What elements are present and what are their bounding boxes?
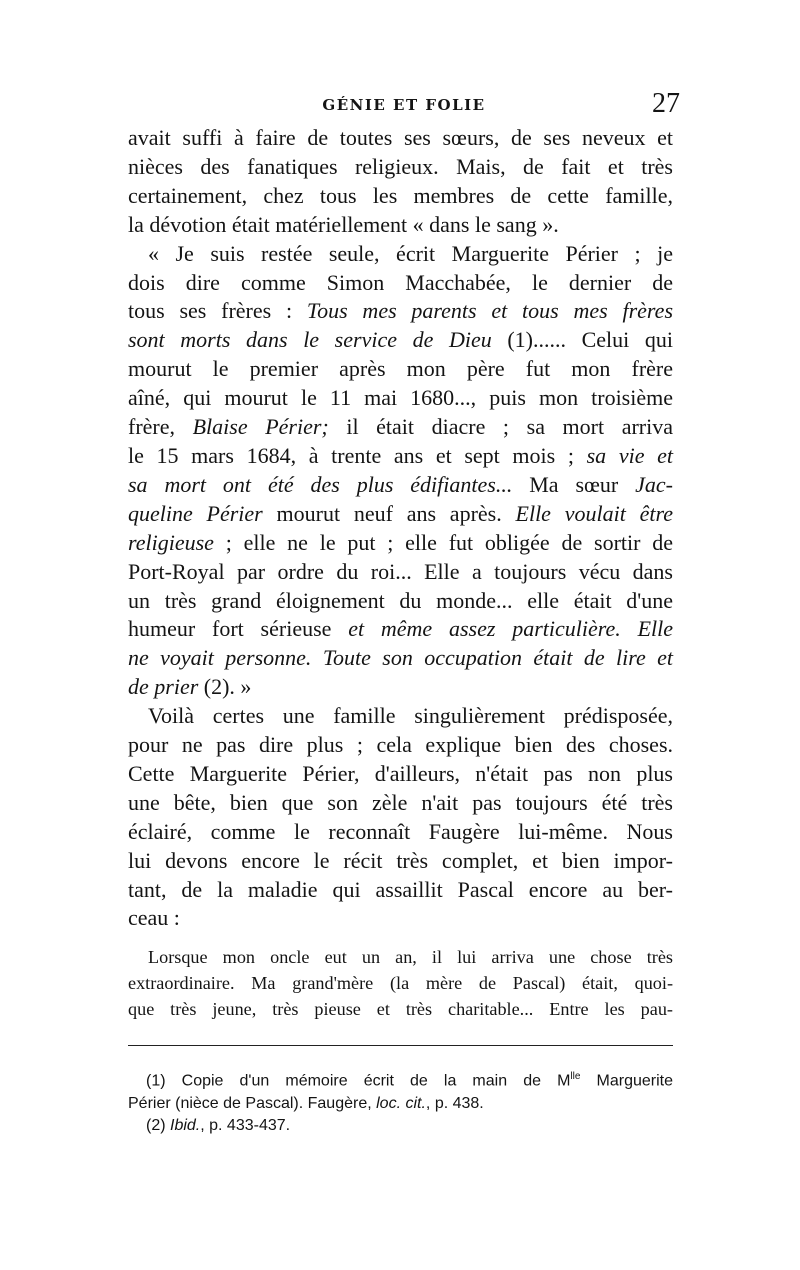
text-run: il était diacre ; sa mort arriva [328, 414, 673, 440]
text-line: dois dire comme Simon Macchabée, le dernier de [128, 269, 673, 295]
italic-run: sont morts dans le service de Dieu [128, 327, 492, 353]
footnote-1-line-1 [128, 1066, 673, 1093]
text-run: ; elle ne le put ; elle fut obligée de sortir de [213, 529, 673, 555]
text-run: le 15 mars 1684, à trente ans et sept mois ; [128, 442, 587, 468]
text-line: éclairé, comme le reconnaît Faugère lui-même. Nous [128, 818, 673, 844]
text-line [128, 413, 673, 442]
text-line [128, 644, 673, 673]
block-quote [128, 944, 673, 1022]
text-line [128, 326, 673, 355]
italic-run: Tous mes parents et tous mes frères [306, 298, 674, 324]
text-line: aîné, qui mourut le 11 mai 1680..., puis mon troisième [128, 385, 673, 411]
quote-line: Lorsque mon oncle eut un an, il lui arriva une chose très [148, 947, 673, 967]
page-number: 27 [652, 88, 680, 119]
footnote-2 [128, 1115, 673, 1138]
text-line [128, 442, 673, 471]
text-line: mourut le premier après mon père fut mon frère [128, 356, 673, 382]
text-line [128, 297, 673, 326]
text-line [128, 673, 673, 702]
text-line: Voilà certes une famille singulièrement prédisposée, [148, 703, 673, 729]
text-run: (2). » [198, 674, 252, 700]
text-run: humeur fort sérieuse [128, 616, 349, 642]
text-line [128, 500, 673, 529]
footnotes [128, 1066, 673, 1138]
text-run: Périer (nièce de Pascal). Faugère, [128, 1094, 377, 1112]
italic-run: queline Périer [128, 500, 263, 526]
text-line: la dévotion était matériellement « dans le sang ». [128, 211, 559, 237]
italic-run: Ibid. [170, 1117, 201, 1135]
italic-run: loc. cit. [376, 1094, 426, 1112]
text-line: avait suffi à faire de toutes ses sœurs, de ses neveux et [128, 125, 673, 150]
italic-run: et même assez particulière. Elle [348, 616, 674, 642]
text-run: mourut neuf ans après. [262, 500, 516, 526]
italic-run: Elle voulait être [515, 500, 673, 526]
text-line [128, 615, 673, 644]
text-line: « Je suis restée seule, écrit Marguerite Périer ; je [148, 240, 673, 266]
italic-run: Jac- [635, 471, 673, 497]
text-line [128, 471, 673, 500]
footnote-1-line-2 [128, 1093, 673, 1116]
text-run: frère, [128, 414, 193, 440]
italic-run: sa vie et [586, 442, 673, 468]
italic-run: religieuse [128, 529, 214, 555]
quote-line: que très jeune, très pieuse et très charitable... Entre les pau- [128, 999, 673, 1019]
text-run: tous ses frères : [128, 298, 307, 324]
superscript: lle [570, 1071, 581, 1082]
footnote-rule [128, 1045, 673, 1046]
text-line: certainement, chez tous les membres de cette famille, [128, 182, 673, 208]
text-run: (1) Copie d'un mémoire écrit de la main de M [146, 1072, 571, 1090]
page-header [128, 88, 680, 126]
main-text [128, 124, 673, 933]
text-line [128, 529, 673, 558]
quote-line: extraordinaire. Ma grand'mère (la mère de Pascal) était, quoi- [128, 973, 673, 993]
text-line: une bête, bien que son zèle n'ait pas toujours été très [128, 789, 673, 815]
italic-run: de prier [128, 674, 199, 700]
running-head: GÉNIE ET FOLIE [322, 96, 486, 114]
italic-run: sa mort ont été des plus édifiantes... [128, 471, 513, 497]
text-run: (1)...... Celui qui [491, 327, 673, 353]
italic-run: ne voyait personne. Toute son occupation était de lire et [128, 645, 673, 671]
text-line: nièces des fanatiques religieux. Mais, de fait et très [128, 153, 673, 179]
text-line: Cette Marguerite Périer, d'ailleurs, n'était pas non plus [128, 760, 673, 786]
text-line: lui devons encore le récit très complet, et bien impor- [128, 847, 673, 873]
text-run: Ma sœur [512, 471, 636, 497]
text-line: Port-Royal par ordre du roi... Elle a toujours vécu dans [128, 558, 673, 584]
text-run: , p. 433-437. [200, 1117, 291, 1135]
text-run: , p. 438. [425, 1094, 484, 1112]
text-run: (2) [146, 1117, 170, 1135]
italic-run: Blaise Périer; [192, 414, 329, 440]
text-run: Marguerite [580, 1072, 674, 1090]
text-line: un très grand éloignement du monde... elle était d'une [128, 587, 673, 613]
text-line: pour ne pas dire plus ; cela explique bien des choses. [128, 732, 673, 758]
text-line: tant, de la maladie qui assaillit Pascal encore au ber- [128, 876, 673, 902]
text-line: ceau : [128, 905, 180, 931]
